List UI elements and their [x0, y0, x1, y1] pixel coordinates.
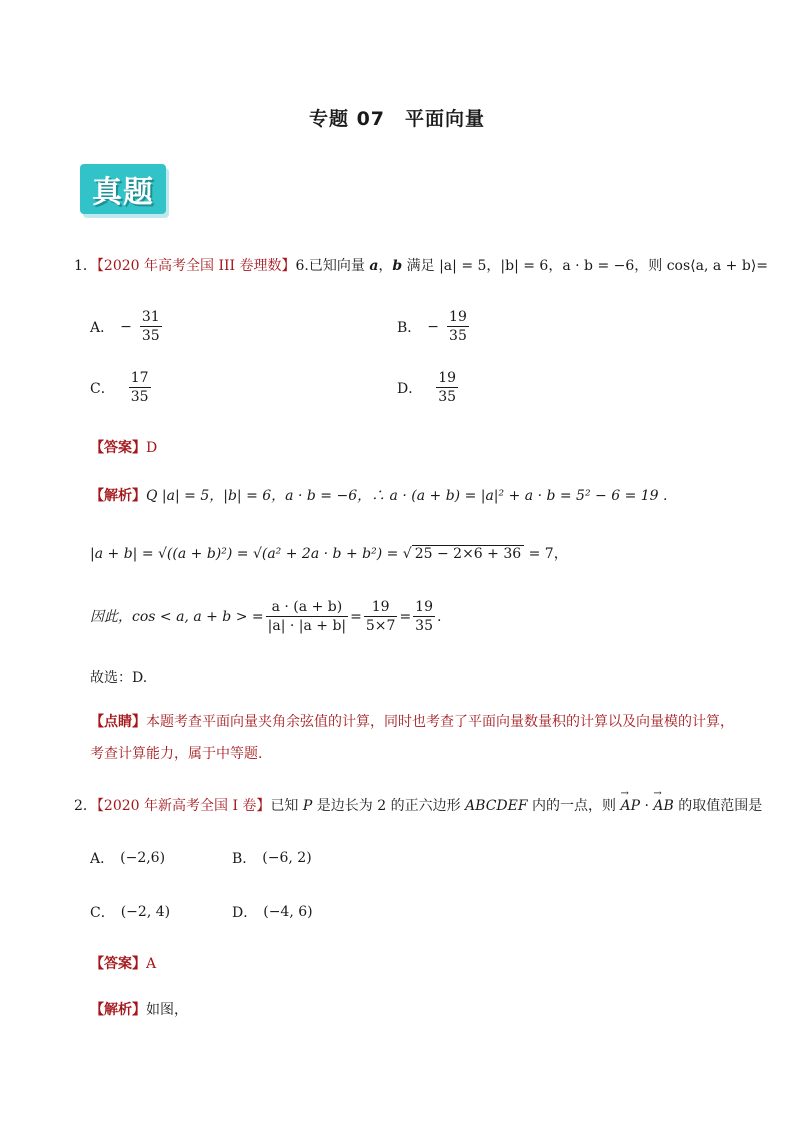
q1-comment-line-1 [90, 712, 734, 732]
q1-option-c [90, 369, 153, 406]
analysis-text: |a + b| = √((a + b)²) = √(a² + 2a · b + b²) = [90, 546, 403, 562]
q1-vector-b: b [392, 258, 403, 274]
answer-tag: 【答案】 [90, 956, 146, 972]
q2-answer [90, 954, 156, 974]
option-value: (−4, 6) [263, 904, 313, 920]
option-value: (−2, 4) [120, 904, 171, 920]
q1-option-d [397, 369, 460, 406]
q1-vector-a: a [369, 258, 379, 274]
option-fraction [129, 369, 151, 406]
option-label: C． [90, 905, 115, 921]
option-label: B． [232, 851, 257, 867]
q1-stem [74, 256, 768, 276]
q2-point-p: P [302, 798, 313, 814]
q1-option-b [397, 308, 471, 345]
option-label: D． [232, 905, 258, 921]
q2-option-b [232, 848, 312, 868]
numerator: 31 [141, 309, 160, 325]
equals-sign: = [399, 608, 412, 625]
option-label: A． [90, 851, 115, 867]
sqrt-radicand: 25 − 2×6 + 36 [412, 545, 524, 562]
q2-vector-ab: → AB [653, 796, 673, 816]
numerator: 19 [438, 370, 457, 386]
q1-number: 1． [74, 258, 97, 274]
denominator: 5×7 [365, 618, 396, 634]
numerator: 19 [449, 309, 467, 325]
analysis-text: 如图， [146, 1002, 188, 1018]
q2-stem-a: 已知 [270, 798, 303, 814]
cos-fraction [266, 598, 349, 635]
analysis-text: 因此，cos < a, a + b > = [90, 608, 264, 625]
q1-stem-a: 6.已知向量 [295, 258, 370, 274]
denominator: 35 [130, 389, 149, 405]
analysis-text: = 7， [524, 546, 568, 562]
q2-option-c [90, 902, 170, 922]
q1-comment-line-2: 考查计算能力，属于中等题. [90, 746, 263, 762]
option-sign: − [120, 318, 132, 335]
q1-stem-c: ， [378, 258, 393, 274]
option-sign: − [427, 318, 440, 335]
option-label: D． [397, 380, 423, 397]
numerator: 17 [130, 370, 149, 386]
denominator: 35 [141, 328, 160, 344]
q2-hexagon: ABCDEF [465, 798, 528, 814]
comment-text: 本题考查平面向量夹角余弦值的计算，同时也考查了平面向量数量积的计算以及向量模的计算， [146, 714, 734, 730]
section-badge-label: 真题 [92, 175, 154, 210]
q1-source: 【2020 年高考全国 III 卷理数】 [96, 258, 296, 274]
denominator: 35 [438, 389, 457, 405]
q2-stem-d: 的取值范围是 [673, 798, 763, 814]
q2-dot: · [640, 798, 654, 814]
analysis-text: Q |a| = 5，|b| = 6，a · b = −6，∴ a · (a + b) = |a|² + a · b = 5² − 6 = 19 . [146, 488, 668, 504]
numerator: 19 [415, 599, 433, 615]
analysis-tag: 【解析】 [90, 488, 146, 504]
numerator: 19 [364, 598, 398, 617]
section-badge [80, 164, 166, 214]
fraction [413, 598, 435, 635]
numerator: a · (a + b) [266, 598, 349, 617]
q2-number: 2． [74, 798, 97, 814]
option-fraction [436, 369, 458, 406]
q2-stem-b: 是边长为 2 的正六边形 [312, 798, 466, 814]
denominator: 35 [449, 328, 467, 344]
fraction [364, 598, 398, 635]
q1-choose: 故选：D. [90, 670, 148, 686]
denominator: |a| · |a + b| [267, 618, 347, 634]
denominator: 35 [415, 618, 433, 634]
period: . [437, 608, 442, 625]
page-title: 专题 07 平面向量 [308, 108, 486, 130]
q2-source: 【2020 年新高考全国 I 卷】 [96, 798, 271, 814]
answer-value: D [146, 440, 158, 456]
q1-option-a [90, 308, 164, 345]
q1-stem-e: 满足 |a| = 5，|b| = 6，a · b = −6，则 cos⟨a, a + b⟩= [402, 258, 769, 274]
q2-option-a [90, 848, 165, 868]
q1-analysis-line-1 [90, 486, 667, 506]
q2-stem [74, 796, 762, 816]
option-label: A． [90, 319, 115, 336]
analysis-tag: 【解析】 [90, 1002, 146, 1018]
q2-vector-ap: → AP [620, 796, 640, 816]
sqrt-sign: √ [402, 546, 412, 562]
option-fraction [447, 308, 469, 345]
q1-analysis-line-3 [90, 598, 441, 635]
q1-analysis-line-2 [90, 544, 568, 564]
option-label: B． [397, 319, 422, 336]
q2-stem-c: 内的一点，则 [527, 798, 621, 814]
answer-value: A [146, 956, 157, 972]
option-value: (−2,6) [120, 850, 166, 866]
answer-tag: 【答案】 [90, 440, 146, 456]
equals-sign: = [350, 608, 362, 625]
option-value: (−6, 2) [262, 850, 312, 866]
option-fraction [140, 308, 162, 345]
comment-tag: 【点睛】 [90, 714, 146, 730]
q2-option-d [232, 902, 313, 922]
q1-answer [90, 438, 157, 458]
option-label: C． [90, 380, 115, 397]
q2-analysis [90, 1000, 188, 1020]
